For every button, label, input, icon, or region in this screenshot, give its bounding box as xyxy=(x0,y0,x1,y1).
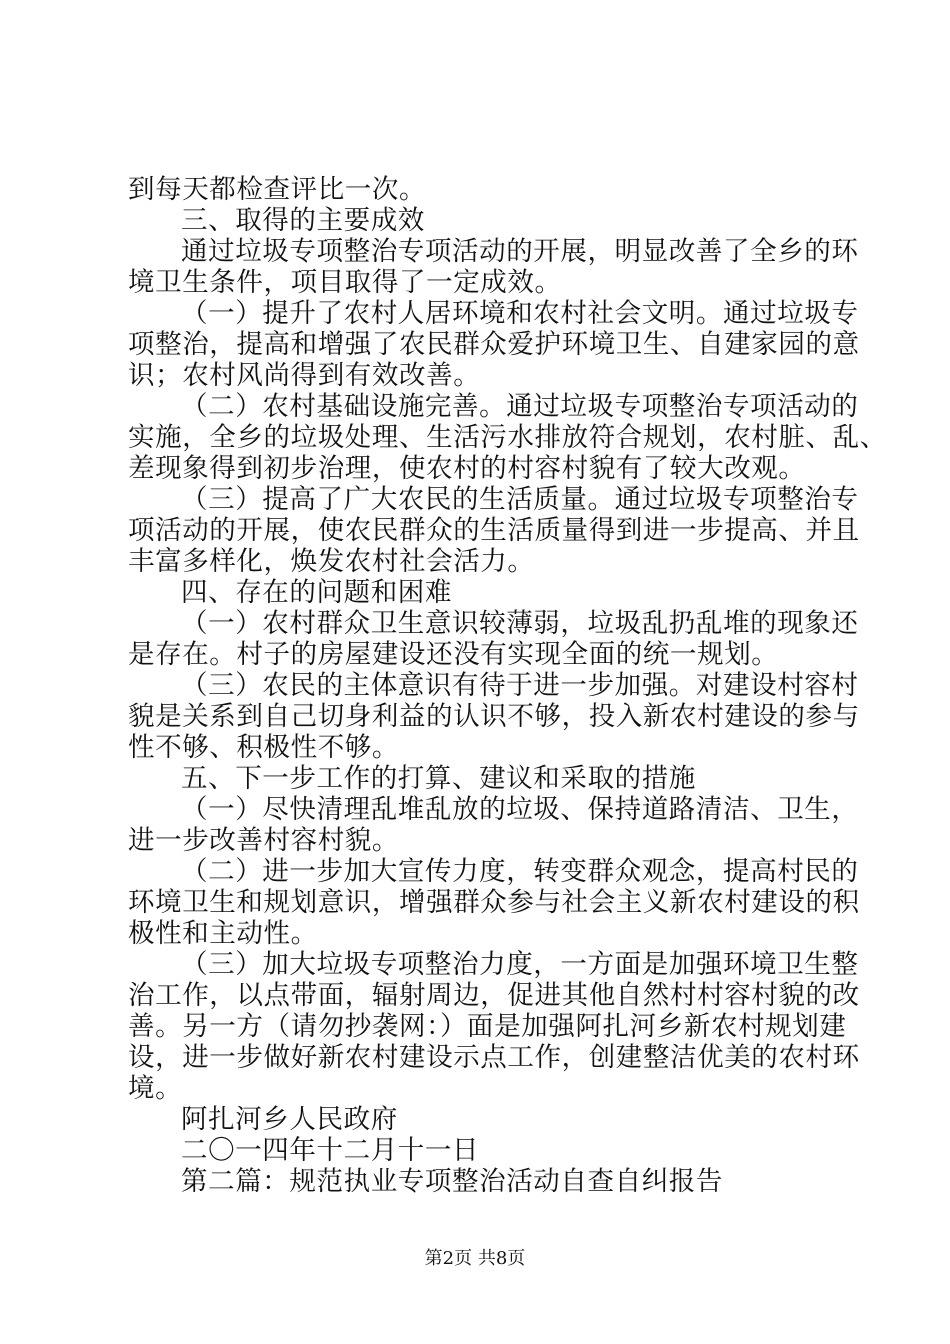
text-line: （一）农村群众卫生意识较薄弱，垃圾乱扔乱堆的现象还 xyxy=(181,608,859,639)
text-line: 第二篇：规范执业专项整治活动自查自纠报告 xyxy=(181,1166,723,1197)
text-line: 识；农村风尚得到有效改善。 xyxy=(128,360,481,391)
text-line: 到每天都检查评比一次。 xyxy=(128,174,427,205)
text-line: 境。 xyxy=(128,1073,183,1104)
text-line: 貌是关系到自己切身利益的认识不够，投入新农村建设的参与 xyxy=(128,701,860,732)
text-line: 境卫生条件，项目取得了一定成效。 xyxy=(128,267,562,298)
text-line: 是存在。村子的房屋建设还没有实现全面的统一规划。 xyxy=(128,639,779,670)
text-line: 丰富多样化，焕发农村社会活力。 xyxy=(128,546,535,577)
text-line: 二〇一四年十二月十一日 xyxy=(181,1135,480,1166)
text-line: 善。另一方（请勿抄袭网：）面是加强阿扎河乡新农村规划建 xyxy=(128,1011,847,1042)
text-line: 通过垃圾专项整治专项活动的开展，明显改善了全乡的环 xyxy=(181,236,859,267)
text-line: （三）提高了广大农民的生活质量。通过垃圾专项整治专 xyxy=(181,484,859,515)
text-line: 性不够、积极性不够。 xyxy=(128,732,399,763)
text-line: 四、存在的问题和困难 xyxy=(181,577,452,608)
text-line: 实施，全乡的垃圾处理、生活污水排放符合规划，农村脏、乱、 xyxy=(128,422,887,453)
text-line: 项整治，提高和增强了农民群众爱护环境卫生、自建家园的意 xyxy=(128,329,860,360)
text-line: 三、取得的主要成效 xyxy=(181,205,425,236)
text-line: 项活动的开展，使农民群众的生活质量得到进一步提高、并且 xyxy=(128,515,860,546)
text-line: 治工作，以点带面，辐射周边，促进其他自然村村容村貌的改 xyxy=(128,980,860,1011)
text-line: （三）农民的主体意识有待于进一步加强。对建设村容村 xyxy=(181,670,859,701)
text-line: 环境卫生和规划意识，增强群众参与社会主义新农村建设的积 xyxy=(128,887,860,918)
text-line: 极性和主动性。 xyxy=(128,918,318,949)
document-body xyxy=(128,174,887,1197)
text-line: （一）尽快清理乱堆乱放的垃圾、保持道路清洁、卫生， xyxy=(181,794,859,825)
text-line: 阿扎河乡人民政府 xyxy=(181,1104,398,1135)
text-line: 差现象得到初步治理，使农村的村容村貌有了较大改观。 xyxy=(128,453,806,484)
page-number-footer: 第2页 共8页 xyxy=(424,1248,526,1269)
text-line: 设，进一步做好新农村建设示点工作，创建整洁优美的农村环 xyxy=(128,1042,860,1073)
text-line: 进一步改善村容村貌。 xyxy=(128,825,399,856)
text-line: （二）进一步加大宣传力度，转变群众观念，提高村民的 xyxy=(181,856,859,887)
text-line: 五、下一步工作的打算、建议和采取的措施 xyxy=(181,763,696,794)
text-line: （一）提升了农村人居环境和农村社会文明。通过垃圾专 xyxy=(181,298,859,329)
text-line: （三）加大垃圾专项整治力度，一方面是加强环境卫生整 xyxy=(181,949,859,980)
text-line: （二）农村基础设施完善。通过垃圾专项整治专项活动的 xyxy=(181,391,859,422)
